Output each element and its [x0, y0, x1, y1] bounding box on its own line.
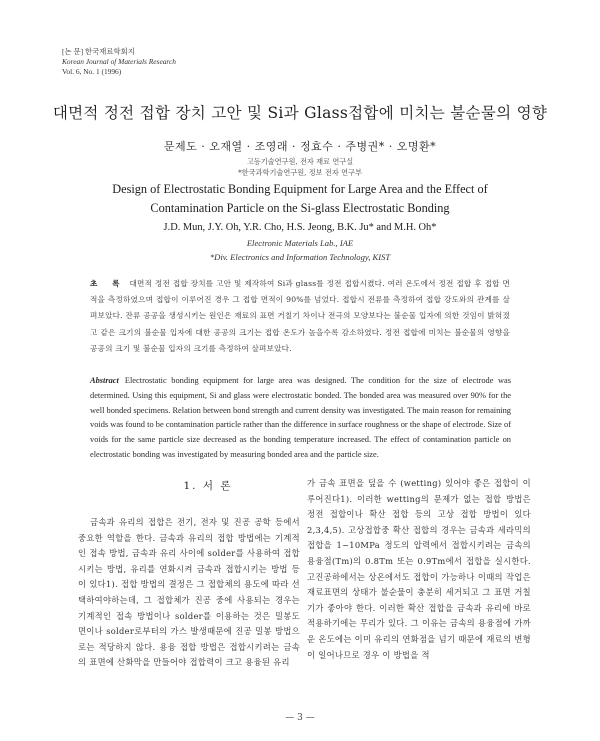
abstract-english: [90, 374, 511, 463]
title-english-line-1: Design of Electrostatic Bonding Equipment for Large Area and the Effect of: [112, 182, 488, 196]
section-heading-introduction: 1. 서 론: [183, 480, 233, 492]
abstract-english-label: Abstract: [90, 376, 119, 385]
title-korean: 대면적 정전 접합 장치 고안 및 Si과 Glass접합에 미치는 불순물의 영향: [52, 104, 548, 122]
body-column-right: 가 금속 표면을 덮을 수 (wetting) 있어야 좋은 접합이 이루어진다1). 이러한 wetting의 문제가 없는 접합 방법은 정전 접합이나 확산 접합 등의 고상 접합 방법이 있다2,3,4,5). 고상접합중 확산 접합의 경우는 금속과 세라믹의 접합을 1~10MPa 정도의 압력에서 접합시키려는 금속의 용융점(Tm)의 0.8Tm 또는 0.9Tm에서 접합을 실시한다. 고진공하에서는 상온에서도 접합이 가능하나 이때의 작업은 재료표면의 상태가 불순물이 충분히 세거되고 그 표면 거칠기가 좋아야 한다. 이러한 확산 접합을 금속과 유리에 바로 적용하기에는 무리가 있다. 그 이유는 금속의 용융점에 가까운 온도에는 이미 유리의 연화점을 넘기 때문에 재료의 변형이 일어나므로 경우 이 방법을 적: [307, 478, 531, 660]
abstract-korean-label: 초 록: [90, 279, 126, 288]
body-column-left: 금속과 유리의 접합은 전기, 전자 및 진공 공학 등에서 중요한 역할을 한다. 금속과 유리의 접합 방법에는 기계적인 접속 방법, 금속과 유리 사이에 solder를 사용하여 접합시키는 방법, 유리를 연화시켜 금속과 접합시키는 방법 등이 있다1). 접합 방법의 결정은 그 접합체의 용도에 따라 선택하여야하는데, 그 접합체가 진공 중에 사용되는 경우는 기계적인 접속 방법이나 solder를 이용하는 것은 밀봉도 면이나 solder로부터의 가스 발생때문에 진공 밀봉 방법으로는 적당하지 않다. 용융 접합 방법은 접합시키려는 금속의 표면에 산화막을 만들어야 접합력이 크고 용융된 유리: [78, 517, 300, 668]
title-english: [60, 180, 540, 218]
authors-korean: 문제도 · 오재열 · 조영래 · 정효수 · 주병권* · 오명환*: [163, 140, 437, 153]
affiliation-korean-1: 고등기술연구원, 전자 재료 연구실: [246, 157, 354, 166]
title-english-line-2: Contamination Particle on the Si-glass Electrostatic Bonding: [150, 201, 450, 215]
abstract-korean-text: 대면적 정전 접합 장치를 고안 및 제작하여 Si과 glass를 정전 접합시켰다. 여러 온도에서 정전 접합 후 접합 면적을 측정하였으며 접합이 이루어진 경우 그 접합 면적이 90%를 넘었다. 접합시 전류를 측정하여 접합 강도와의 관계를 살펴보았다. 잔류 공공을 생성시키는 원인은 재료의 표면 거칠기 차이나 전극의 모양보다는 불순물 입자에 의한 것임이 밝혀졌고 같은 크기의 불순물 입자에 대한 공공의 크기는 접합 온도가 높을수록 감소하였다. 정전 접합에 미치는 불순물의 영향을 공공의 크기 및 불순물 입자의 크기를 측정하여 살펴보았다.: [90, 279, 510, 353]
authors-english: J.D. Mun, J.Y. Oh, Y.R. Cho, H.S. Jeong, B.K. Ju* and M.H. Oh*: [163, 222, 437, 233]
journal-volume: Vol. 6, No. 1 (1996): [62, 67, 122, 76]
affiliation-korean-2: *한국과학기술연구원, 정보 전자 연구부: [238, 168, 362, 177]
journal-line-korean: [논 문] 한국재료학회지: [62, 47, 135, 56]
journal-line-english: Korean Journal of Materials Research: [62, 57, 176, 66]
journal-header: [62, 47, 176, 77]
page-number: — 3 —: [285, 713, 315, 723]
affiliation-english-2: *Div. Electronics and Information Technology, KIST: [209, 252, 391, 262]
abstract-korean: [90, 276, 510, 357]
affiliation-english-1: Electronic Materials Lab., IAE: [246, 238, 354, 248]
abstract-english-text: Electrostatic bonding equipment for large area was designed. The condition for the size of electrode was determined. Using this equipment, Si and glass were electrostatic bonded. The bonded area was measured over 90% for the well bonded specimens. Relation between bond strength and current density was investigated. The main reason for remaining voids was found to be contamination particle rather than the difference in surface roughness or the shape of electrode. Size of voids for the same particle size decreased as the bonding temperature increased. The effect of contamination particle on electrostatic bonding was investigated by measuring bonded area and the particle size.: [90, 376, 511, 459]
